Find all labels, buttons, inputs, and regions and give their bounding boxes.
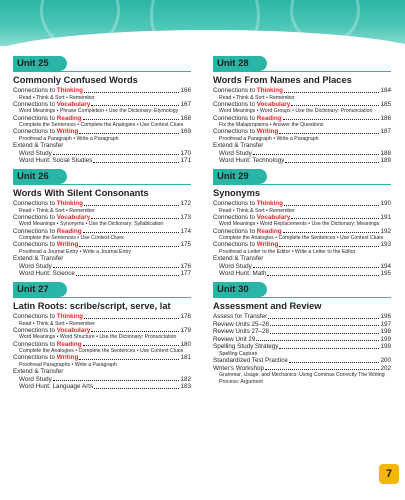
- entry-subtopics: Proofread a Paragraph • Write a Paragraph: [19, 135, 119, 142]
- page-ref: 189: [380, 157, 391, 165]
- dot-leader: [79, 246, 179, 247]
- unit-rule: [213, 297, 391, 298]
- entry-label: [219, 157, 284, 165]
- entry-subtopics: Proofread a Journal Entry • Write a Journal Entry: [19, 248, 132, 255]
- toc-entry: [13, 327, 191, 335]
- page-ref: 176: [180, 262, 191, 270]
- toc-entry: [213, 150, 391, 158]
- entry-label: [213, 328, 269, 336]
- entry-highlight: Vocabulary: [56, 326, 91, 334]
- entry-prefix: Connections to: [213, 213, 257, 221]
- entry-label: [13, 313, 83, 321]
- entry-label: [213, 101, 290, 109]
- page-number: 7: [385, 468, 393, 480]
- page-ref: 174: [180, 227, 191, 235]
- entry-text: Word Study: [19, 149, 52, 157]
- entry-text: Review Unit 29: [213, 335, 256, 343]
- dot-leader: [79, 359, 179, 360]
- dot-leader: [79, 133, 179, 134]
- entry-label: [19, 376, 52, 384]
- entry-text: Word Hunt: Technology: [219, 157, 285, 165]
- dot-leader: [285, 162, 379, 163]
- entry-label: [19, 150, 52, 158]
- unit-label: Unit 27: [17, 283, 49, 295]
- entry-label: [213, 241, 278, 249]
- entry-text: Spelling Study Strategy: [213, 343, 279, 351]
- entry-subtopics: Spelling Capture: [219, 350, 258, 357]
- toc-entry: [13, 270, 191, 278]
- toc-entry: [13, 228, 191, 236]
- entry-label: [213, 115, 282, 123]
- entry-prefix: Connections to: [13, 100, 57, 108]
- entry-highlight: Thinking: [256, 87, 283, 94]
- entry-prefix: Connections to: [213, 227, 257, 235]
- toc-entry: [213, 321, 391, 329]
- entry-text: Word Hunt: Social Studies: [19, 157, 93, 165]
- entry-prefix: Connections to: [213, 114, 257, 122]
- entry-label: [13, 241, 78, 249]
- entry-highlight: Vocabulary: [56, 213, 91, 221]
- toc-entry: [13, 150, 191, 158]
- page-ref: 175: [180, 241, 191, 249]
- page-ref: 185: [380, 100, 391, 108]
- entry-label: [219, 150, 252, 158]
- page-ref: 182: [180, 375, 191, 383]
- toc-entry: [213, 328, 391, 336]
- entry-text: Word Study: [19, 375, 52, 383]
- extend-heading: Extend & Transfer: [213, 255, 264, 263]
- dot-leader: [53, 380, 180, 381]
- entry-text: Word Hunt: Math: [219, 270, 267, 278]
- entry-subtopics: Read • Think & Sort • Remember: [19, 207, 95, 214]
- toc-entry: [213, 200, 391, 208]
- entry-label: [213, 214, 290, 222]
- page-ref: 183: [180, 383, 191, 391]
- entry-subtopics: Proofread a Paragraph • Write a Paragraph: [219, 135, 319, 142]
- dot-leader: [83, 119, 180, 120]
- toc-entry: [13, 313, 191, 321]
- dot-leader: [83, 232, 180, 233]
- page-ref: 194: [380, 262, 391, 270]
- entry-label: [19, 157, 92, 165]
- page-ref: 192: [380, 227, 391, 235]
- entry-label: [213, 365, 264, 373]
- entry-subtopics: Read • Think & Sort • Remember: [19, 320, 95, 327]
- dot-leader: [270, 325, 379, 326]
- page-ref: 180: [180, 340, 191, 348]
- entry-prefix: Connections to: [13, 227, 57, 235]
- toc-entry: [213, 101, 391, 109]
- extend-heading: Extend & Transfer: [13, 255, 64, 263]
- entry-prefix: Connections to: [13, 340, 57, 348]
- page-ref: 186: [380, 114, 391, 122]
- dot-leader: [91, 331, 179, 332]
- entry-label: [19, 263, 52, 271]
- toc-entry: [13, 241, 191, 249]
- page-ref: 199: [380, 343, 391, 351]
- page-ref: 169: [180, 128, 191, 136]
- entry-text: Review Units 27–28: [213, 328, 270, 336]
- page-ref: 193: [380, 241, 391, 249]
- toc-entry: [13, 200, 191, 208]
- dot-leader: [279, 348, 379, 349]
- dot-leader: [284, 205, 379, 206]
- left-column: [13, 52, 191, 391]
- entry-subtopics: Complete the Sentences • Complete the Analogies • Use Context Clues: [19, 122, 184, 129]
- entry-text: Standardized Test Practice: [213, 357, 288, 365]
- page-ref: 198: [380, 328, 391, 336]
- toc-entry: [13, 157, 191, 165]
- page-ref: 197: [380, 320, 391, 328]
- extend-heading: Extend & Transfer: [213, 142, 264, 150]
- page-number-badge: [379, 464, 399, 484]
- dot-leader: [256, 340, 379, 341]
- toc-entry: [213, 87, 391, 95]
- entry-label: [13, 200, 83, 208]
- entry-subtopics: Proofread a Letter to the Editor • Write a Letter to the Editor: [219, 248, 356, 255]
- page-ref: 196: [380, 312, 391, 320]
- toc-entry: [213, 365, 391, 373]
- entry-subtopics: Complete the Sentences • Use Context Clues: [19, 235, 124, 242]
- entry-label: [213, 336, 255, 344]
- entry-label: [213, 200, 283, 208]
- unit-title: Commonly Confused Words: [13, 75, 138, 85]
- toc-entry: [213, 241, 391, 249]
- unit-title: Synonyms: [213, 187, 261, 198]
- header-decoration: [0, 0, 405, 46]
- extend-heading: Extend & Transfer: [13, 368, 64, 376]
- toc-entry: [213, 228, 391, 236]
- entry-label: [13, 87, 83, 95]
- entry-prefix: Connections to: [213, 241, 257, 249]
- dot-leader: [267, 275, 379, 276]
- dot-leader: [91, 218, 179, 219]
- dot-leader: [270, 333, 379, 334]
- entry-label: [13, 228, 82, 236]
- toc-entry: [13, 354, 191, 362]
- toc-entry: [13, 383, 191, 391]
- entry-subtopics: Word Meanings • Word Groups • Use the Dictionary: Pronunciation: [219, 108, 373, 115]
- entry-subtopics: Fix the Malapropisms • Answer the Questions: [219, 122, 324, 129]
- toc-entry: [213, 263, 391, 271]
- unit-rule: [13, 297, 191, 298]
- page-ref: 173: [180, 213, 191, 221]
- dot-leader: [279, 133, 379, 134]
- entry-text: Word Study: [219, 149, 252, 157]
- dot-leader: [83, 345, 180, 346]
- entry-highlight: Thinking: [56, 87, 83, 94]
- entry-subtopics: Word Meanings • Phrase Completion • Use the Dictionary: Etymology: [19, 108, 179, 115]
- unit-rule: [13, 71, 191, 72]
- entry-highlight: Reading: [256, 114, 282, 122]
- entry-text: Word Hunt: Science: [19, 270, 75, 278]
- entry-label: [213, 228, 282, 236]
- page-ref: 199: [380, 335, 391, 343]
- entry-highlight: Thinking: [256, 199, 283, 207]
- unit-rule: [213, 71, 391, 72]
- page-ref: 172: [180, 199, 191, 207]
- toc-entry: [13, 101, 191, 109]
- dot-leader: [84, 205, 179, 206]
- unit-label: Unit 30: [217, 283, 249, 295]
- entry-prefix: Connections to: [13, 199, 57, 207]
- unit-title: Latin Roots: scribe/script, serve, lat: [13, 300, 171, 311]
- dot-leader: [284, 92, 379, 93]
- unit-title: Assessment and Review: [213, 300, 322, 311]
- unit-tab: [213, 169, 267, 184]
- entry-text: Word Hunt: Language Arts: [19, 383, 94, 391]
- entry-subtopics: Read • Think & Sort • Remember: [19, 94, 95, 101]
- page-ref: 170: [180, 149, 191, 157]
- entry-subtopics: Word Meanings • Word Structure • Use the Dictionary: Pronunciation: [19, 334, 177, 341]
- dot-leader: [93, 162, 179, 163]
- page-ref: 166: [180, 87, 191, 94]
- dot-leader: [53, 154, 180, 155]
- dot-leader: [53, 267, 180, 268]
- entry-highlight: Reading: [256, 227, 282, 235]
- entry-text: Word Study: [19, 262, 52, 270]
- unit-tab: [13, 282, 67, 297]
- entry-highlight: Writing: [56, 241, 79, 249]
- entry-label: [19, 270, 75, 278]
- toc-entry: [213, 214, 391, 222]
- entry-highlight: Writing: [256, 128, 279, 136]
- dot-leader: [91, 105, 179, 106]
- entry-highlight: Reading: [56, 340, 82, 348]
- unit-title: Words From Names and Places: [213, 75, 352, 85]
- dot-leader: [265, 369, 379, 370]
- entry-subtopics: Read • Think & Sort • Remember: [219, 94, 295, 101]
- entry-prefix: Connections to: [13, 114, 57, 122]
- entry-highlight: Writing: [256, 241, 279, 249]
- entry-highlight: Vocabulary: [56, 100, 91, 108]
- entry-prefix: Connections to: [13, 213, 57, 221]
- page-ref: 171: [180, 157, 191, 165]
- unit-block: [13, 52, 191, 165]
- toc-entry: [13, 214, 191, 222]
- entry-text: Review Units 25–26: [213, 320, 270, 328]
- unit-block: [213, 52, 391, 165]
- toc-entry: [13, 128, 191, 136]
- page-ref: 167: [180, 100, 191, 108]
- entry-label: [213, 321, 269, 329]
- dot-leader: [94, 388, 179, 389]
- unit-tab: [213, 282, 267, 297]
- dot-leader: [279, 246, 379, 247]
- entry-label: [213, 128, 278, 136]
- entry-label: [13, 341, 82, 349]
- dot-leader: [289, 362, 380, 363]
- toc-entry: [213, 270, 391, 278]
- toc-entry: [213, 336, 391, 344]
- entry-highlight: Writing: [56, 128, 79, 136]
- entry-subtopics: Grammar, Usage, and Mechanics: Using Commas Correctly The Writing Process: Argument: [219, 372, 385, 385]
- unit-title: Words With Silent Consonants: [13, 187, 149, 198]
- unit-tab: [13, 169, 67, 184]
- unit-label: Unit 25: [17, 58, 49, 69]
- unit-tab: [13, 56, 67, 71]
- toc-entry: [213, 115, 391, 123]
- entry-highlight: Thinking: [56, 199, 83, 207]
- entry-subtopics: Read • Think & Sort • Remember: [219, 207, 295, 214]
- entry-prefix: Connections to: [213, 128, 257, 136]
- toc-entry: [13, 87, 191, 95]
- entry-prefix: Connections to: [13, 241, 57, 249]
- entry-highlight: Reading: [56, 227, 82, 235]
- extend-heading: Extend & Transfer: [13, 142, 64, 150]
- page-ref: 184: [380, 87, 391, 94]
- toc-entry: [213, 313, 391, 321]
- unit-label: Unit 26: [17, 170, 49, 182]
- entry-label: [13, 354, 78, 362]
- dot-leader: [253, 267, 380, 268]
- entry-highlight: Vocabulary: [256, 213, 291, 221]
- toc-entry: [13, 263, 191, 271]
- unit-tab: [213, 56, 267, 71]
- entry-label: [219, 270, 266, 278]
- dot-leader: [76, 275, 180, 276]
- page-ref: 188: [380, 149, 391, 157]
- toc-entry: [213, 157, 391, 165]
- dot-leader: [84, 92, 179, 93]
- entry-label: [13, 101, 90, 109]
- entry-label: [213, 357, 288, 365]
- dot-leader: [283, 119, 380, 120]
- entry-prefix: Connections to: [213, 199, 257, 207]
- dot-leader: [253, 154, 380, 155]
- entry-label: [19, 383, 93, 391]
- page-ref: 191: [380, 213, 391, 221]
- entry-prefix: Connections to: [13, 87, 57, 94]
- entry-prefix: Connections to: [13, 312, 57, 320]
- entry-prefix: Connections to: [13, 354, 57, 362]
- unit-block: [13, 165, 191, 278]
- page-ref: 177: [180, 270, 191, 278]
- toc-entry: [213, 357, 391, 365]
- entry-highlight: Reading: [56, 114, 82, 122]
- unit-rule: [213, 184, 391, 185]
- toc-entry: [213, 343, 391, 351]
- toc-entry: [13, 341, 191, 349]
- entry-highlight: Thinking: [56, 312, 83, 320]
- page-ref: 187: [380, 128, 391, 136]
- entry-highlight: Vocabulary: [256, 100, 291, 108]
- entry-label: [219, 263, 252, 271]
- entry-prefix: Connections to: [13, 326, 57, 334]
- toc-entry: [13, 376, 191, 384]
- entry-label: [213, 343, 278, 351]
- unit-rule: [13, 184, 191, 185]
- page-ref: 178: [180, 312, 191, 320]
- entry-text: Assess for Transfer: [213, 312, 268, 320]
- entry-subtopics: Word Meanings • Word Replacements • Use the Dictionary: Meanings: [219, 221, 380, 228]
- entry-label: [13, 214, 90, 222]
- page-ref: 190: [380, 199, 391, 207]
- unit-block: [213, 165, 391, 278]
- unit-block: [13, 278, 191, 391]
- dot-leader: [291, 218, 379, 219]
- dot-leader: [291, 105, 379, 106]
- unit-label: Unit 28: [217, 58, 249, 69]
- unit-block: [213, 278, 391, 385]
- page-ref: 179: [180, 326, 191, 334]
- dot-leader: [84, 318, 179, 319]
- entry-prefix: Connections to: [213, 87, 257, 94]
- page-ref: 181: [180, 354, 191, 362]
- entry-prefix: Connections to: [13, 128, 57, 136]
- entry-label: [213, 87, 283, 95]
- entry-highlight: Writing: [56, 354, 79, 362]
- right-column: [213, 52, 391, 385]
- entry-subtopics: Complete the Analogies • Complete the Sentences • Use Context Clues: [219, 235, 384, 242]
- entry-label: [13, 128, 78, 136]
- entry-label: [13, 327, 90, 335]
- entry-prefix: Connections to: [213, 100, 257, 108]
- dot-leader: [283, 232, 380, 233]
- entry-subtopics: Word Meanings • Synonyms • Use the Dictionary: Syllabication: [19, 221, 164, 228]
- entry-label: [213, 313, 267, 321]
- page-ref: 195: [380, 270, 391, 278]
- entry-subtopics: Proofread Paragraphs • Write a Paragraph: [19, 361, 117, 368]
- toc-entry: [13, 115, 191, 123]
- unit-label: Unit 29: [217, 170, 249, 182]
- toc-entry: [213, 128, 391, 136]
- page-ref: 168: [180, 114, 191, 122]
- dot-leader: [268, 318, 379, 319]
- entry-label: [13, 115, 82, 123]
- page-ref: 202: [380, 364, 391, 372]
- entry-subtopics: Complete the Analogies • Complete the Sentences • Use Context Clues: [19, 348, 184, 355]
- page-ref: 200: [380, 357, 391, 365]
- entry-text: Word Study: [219, 262, 252, 270]
- entry-text: Writer's Workshop: [213, 364, 265, 372]
